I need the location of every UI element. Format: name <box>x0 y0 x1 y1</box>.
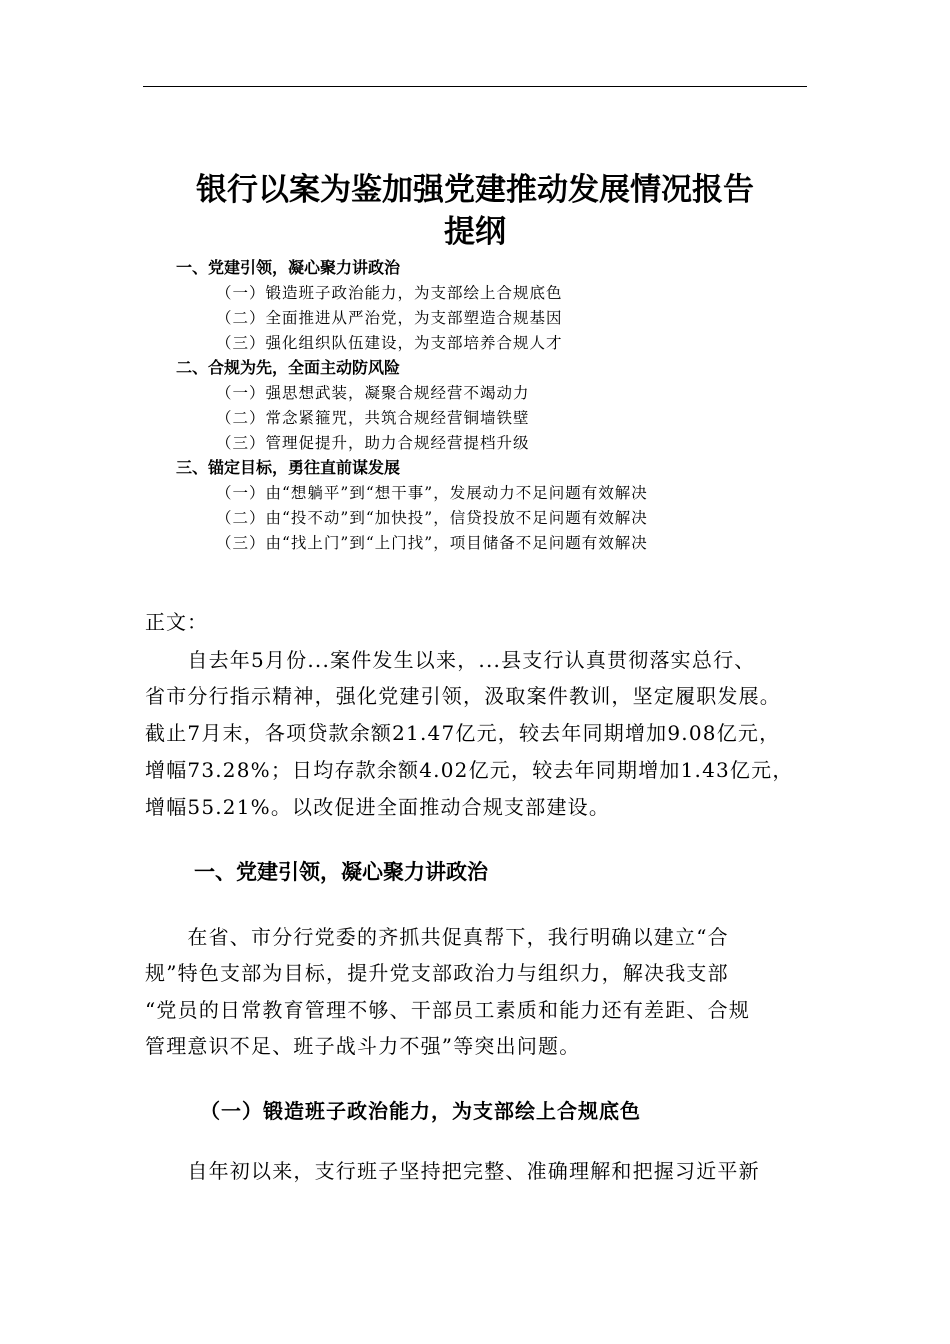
paragraph-line: 管理意识不足、班子战斗力不强”等突出问题。 <box>145 1034 581 1058</box>
paragraph-line: 规”特色支部为目标，提升党支部政治力与组织力，解决我支部 <box>145 961 729 985</box>
paragraph-line: 自年初以来，支行班子坚持把完整、准确理解和把握习近平新 <box>145 1159 760 1183</box>
paragraph-line: 在省、市分行党委的齐抓共促真帮下，我行明确以建立“合 <box>145 925 729 949</box>
paragraph-line: 增幅55.21%。以改促进全面推动合规支部建设。 <box>145 795 611 819</box>
outline-item: （二）全面推进从严治党，为支部塑造合规基因 <box>216 309 563 327</box>
paragraph-line: 省市分行指示精神，强化党建引领，汲取案件教训，坚定履职发展。 <box>145 684 781 708</box>
subsection-heading: （一）锻造班子政治能力，为支部绘上合规底色 <box>200 1099 641 1123</box>
outline-item: （二）常念紧箍咒，共筑合规经营铜墙铁壁 <box>216 409 530 427</box>
outline-item: （一）锻造班子政治能力，为支部绘上合规底色 <box>216 284 563 302</box>
section-heading: 一、党建引领，凝心聚力讲政治 <box>194 860 488 884</box>
outline-item: （一）由“想躺平”到“想干事”，发展动力不足问题有效解决 <box>216 484 648 502</box>
header-rule <box>143 86 807 87</box>
outline-item: （二）由“投不动”到“加快投”，信贷投放不足问题有效解决 <box>216 509 648 527</box>
outline-item: （三）由“找上门”到“上门找”，项目储备不足问题有效解决 <box>216 534 648 552</box>
paragraph-line: 截止7月末，各项贷款余额21.47亿元，较去年同期增加9.08亿元， <box>145 721 781 745</box>
document-title: 银行以案为鉴加强党建推动发展情况报告 <box>196 172 754 208</box>
body-label: 正文： <box>145 610 208 634</box>
outline-heading: 三、锚定目标，勇往直前谋发展 <box>176 458 401 477</box>
document-title-line2: 提纲 <box>444 214 506 250</box>
paragraph-line: 自去年5月份...案件发生以来，...县支行认真贯彻落实总行、 <box>145 648 756 672</box>
outline-item: （三）强化组织队伍建设，为支部培养合规人才 <box>216 334 563 352</box>
outline-item: （三）管理促提升，助力合规经营提档升级 <box>216 434 530 452</box>
outline-item: （一）强思想武装，凝聚合规经营不竭动力 <box>216 384 530 402</box>
outline-heading: 一、党建引领，凝心聚力讲政治 <box>176 258 401 277</box>
paragraph-line: “党员的日常教育管理不够、干部员工素质和能力还有差距、合规 <box>145 998 751 1022</box>
outline-heading: 二、合规为先，全面主动防风险 <box>176 358 401 377</box>
paragraph-line: 增幅73.28%；日均存款余额4.02亿元，较去年同期增加1.43亿元， <box>145 758 794 782</box>
